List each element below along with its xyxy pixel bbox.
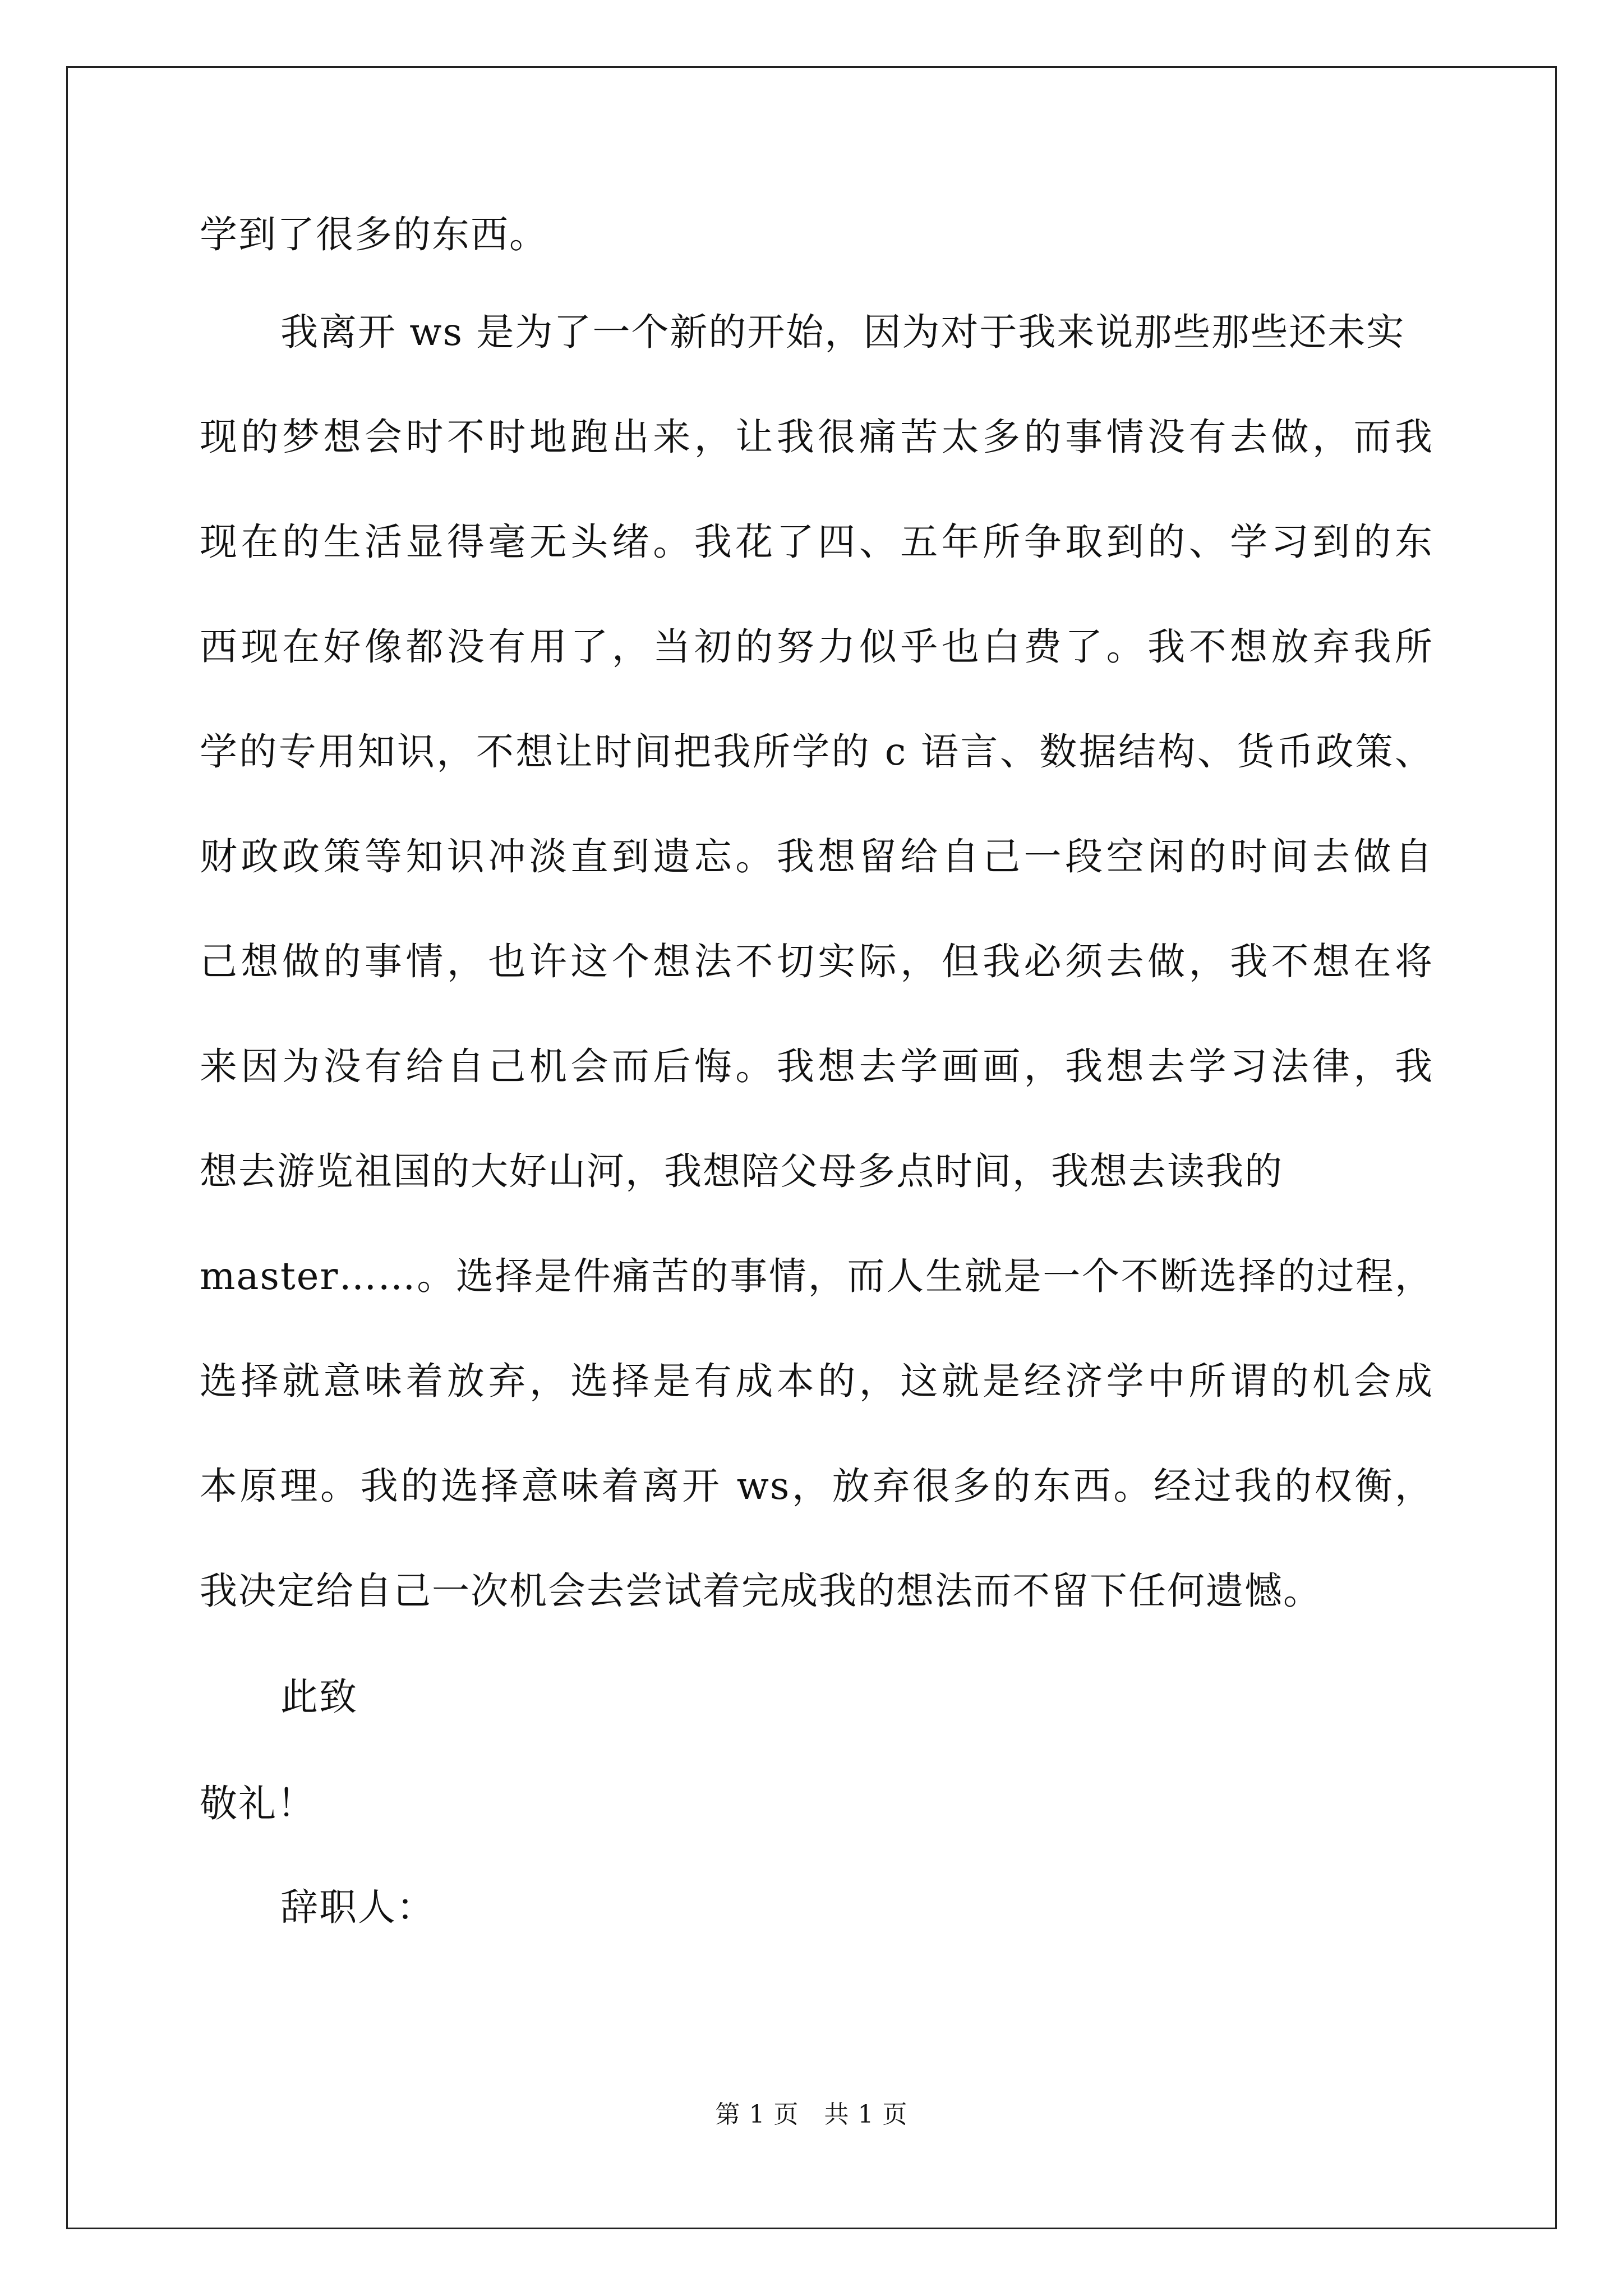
- body-line-13: 本原理。我的选择意味着离开 ws，放弃很多的东西。经过我的权衡，: [200, 1464, 1433, 1508]
- body-line-14: 我决定给自己一次机会去尝试着完成我的想法而不留下任何遗憾。: [200, 1569, 1322, 1613]
- body-line-9: 来因为没有给自己机会而后悔。我想去学画画，我想去学习法律，我: [200, 1045, 1433, 1088]
- body-line-6: 学的专用知识，不想让时间把我所学的 c 语言、数据结构、货币政策、: [200, 730, 1433, 774]
- body-line-12: 选择就意味着放弃，选择是有成本的，这就是经济学中所谓的机会成: [200, 1359, 1433, 1403]
- body-line-1: 学到了很多的东西。: [200, 213, 548, 256]
- body-line-3: 现的梦想会时不时地跑出来，让我很痛苦太多的事情没有去做，而我: [200, 415, 1433, 459]
- body-line-7: 财政政策等知识冲淡直到遗忘。我想留给自己一段空闲的时间去做自: [200, 835, 1433, 878]
- salutation: 敬礼！: [200, 1782, 316, 1825]
- body-line-11: master……。选择是件痛苦的事情，而人生就是一个不断选择的过程，: [200, 1254, 1433, 1298]
- page-footer: 第 1 页 共 1 页: [715, 2100, 908, 2129]
- signature-label: 辞职人：: [280, 1885, 435, 1929]
- closing-phrase: 此致: [280, 1675, 358, 1719]
- body-line-2: 我离开 ws 是为了一个新的开始，因为对于我来说那些那些还未实: [280, 310, 1405, 354]
- body-line-5: 西现在好像都没有用了，当初的努力似乎也白费了。我不想放弃我所: [200, 625, 1433, 669]
- body-line-10: 想去游览祖国的大好山河，我想陪父母多点时间，我想去读我的: [200, 1149, 1283, 1193]
- body-line-4: 现在的生活显得毫无头绪。我花了四、五年所争取到的、学习到的东: [200, 520, 1433, 564]
- body-line-8: 己想做的事情，也许这个想法不切实际，但我必须去做，我不想在将: [200, 940, 1433, 983]
